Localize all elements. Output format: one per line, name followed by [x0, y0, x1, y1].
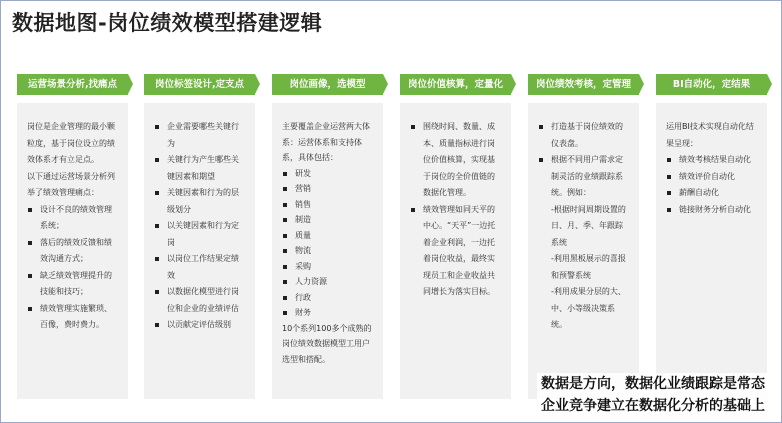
- column-header: 岗位画像，选模型: [272, 74, 383, 95]
- list-item: 设计不良的绩效管理系统；: [27, 202, 119, 235]
- list-item: 绩效管理实施繁琐、百像，费时费力。: [27, 301, 119, 334]
- column-body: [17, 103, 128, 399]
- list-item: 行政: [282, 290, 374, 306]
- page-title: 数据地图-岗位绩效模型搭建逻辑: [12, 11, 323, 35]
- column-scenario-analysis: [17, 74, 128, 399]
- list-item: 以岗位工作结果定绩效: [154, 251, 246, 284]
- column-portrait: [272, 74, 383, 399]
- bullet-list: [538, 119, 630, 334]
- bullet-list: [27, 202, 119, 334]
- footer-line: 数据是方向，数据化业绩跟踪是常态: [541, 376, 765, 392]
- list-item: 以关键因素和行为定岗: [154, 218, 246, 251]
- column-value-accounting: [400, 74, 511, 399]
- list-item: 关键因素和行为的层级划分: [154, 185, 246, 218]
- column-header: 岗位绩效考核，定管理: [528, 74, 639, 95]
- list-item: 制造: [282, 212, 374, 228]
- intro-text: 运用BI技术实现自动化结果呈现：: [666, 122, 754, 148]
- list-item: 研发: [282, 166, 374, 182]
- list-item: 以数据化模型进行岗位和企业的业绩评估: [154, 284, 246, 317]
- column-assessment: [528, 74, 639, 399]
- bullet-list: [282, 166, 374, 321]
- list-item: 落后的绩效反馈和绩效沟通方式；: [27, 235, 119, 268]
- list-item: 绩效评价自动化: [666, 169, 758, 186]
- list-item: 以贡献定评估级别: [154, 317, 246, 334]
- column-header: 岗位标签设计,定支点: [144, 74, 255, 95]
- list-item: 人力资源: [282, 274, 374, 290]
- column-body: [656, 103, 767, 399]
- list-item: 物流: [282, 243, 374, 259]
- column-tag-design: [144, 74, 255, 399]
- column-bi-automation: [656, 74, 767, 399]
- intro-text: 岗位是企业管理的最小颗粒度，基于岗位设立的绩效体系才有立足点。: [27, 122, 115, 164]
- column-body: [400, 103, 511, 399]
- sub-item: -利用黑板展示的喜报和预警系统: [551, 254, 626, 280]
- sub-item: -利用成果分层的大、中、小等级决策系统。: [551, 287, 626, 329]
- list-item: 绩效管理如同天平的中心。“天平”一边托着企业利润，一边托着岗位收益，最终实现员工和企业收益共同增长为落实目标。: [410, 202, 502, 301]
- footer-statement: [537, 373, 769, 417]
- list-item: 营销: [282, 181, 374, 197]
- column-header: 运营场景分析,找痛点: [17, 74, 128, 95]
- column-body: [272, 103, 383, 399]
- list-item: 财务: [282, 305, 374, 321]
- list-item: 根据不同用户需求定制灵活的业绩跟踪系统。例如：: [538, 152, 630, 202]
- list-item: 采购: [282, 259, 374, 275]
- list-item: 缺乏绩效管理提升的技能和技巧；: [27, 268, 119, 301]
- bullet-list: [410, 119, 502, 301]
- list-item: 薪酬自动化: [666, 185, 758, 202]
- outro-text: 10个系列100多个成熟的岗位绩效数据模型工用户选型和搭配。: [282, 323, 372, 364]
- list-item: 关键行为产生哪些关键因素和期望: [154, 152, 246, 185]
- bullet-list: [154, 119, 246, 334]
- sub-item: -根据时间周期设置的日、月、季、年跟踪系统: [551, 204, 626, 247]
- column-body: [144, 103, 255, 399]
- column-body: [528, 103, 639, 399]
- list-item: 围绕时间、数量、成本、质量指标进行岗位价值核算，实现基于岗位的全价值链的数据化管理。: [410, 119, 502, 202]
- intro-text: 主要覆盖企业运营两大体系：运营体系和支持体系，具体包括：: [282, 122, 370, 162]
- list-item: 销售: [282, 197, 374, 213]
- footer-line: 企业竞争建立在数据化分析的基础上: [541, 398, 765, 414]
- list-item: 链接财务分析自动化: [666, 202, 758, 219]
- list-item: 绩效考核结果自动化: [666, 152, 758, 169]
- list-item: 企业需要哪些关键行为: [154, 119, 246, 152]
- bullet-list: [666, 152, 758, 218]
- column-header: BI自动化，定结果: [656, 74, 767, 95]
- column-header: 岗位价值核算，定量化: [400, 74, 511, 95]
- list-item: 打造基于岗位绩效的仪表盘。: [538, 119, 630, 152]
- intro-text: 以下通过运营场景分析列举了绩效管理痛点：: [27, 171, 115, 197]
- list-item: 质量: [282, 228, 374, 244]
